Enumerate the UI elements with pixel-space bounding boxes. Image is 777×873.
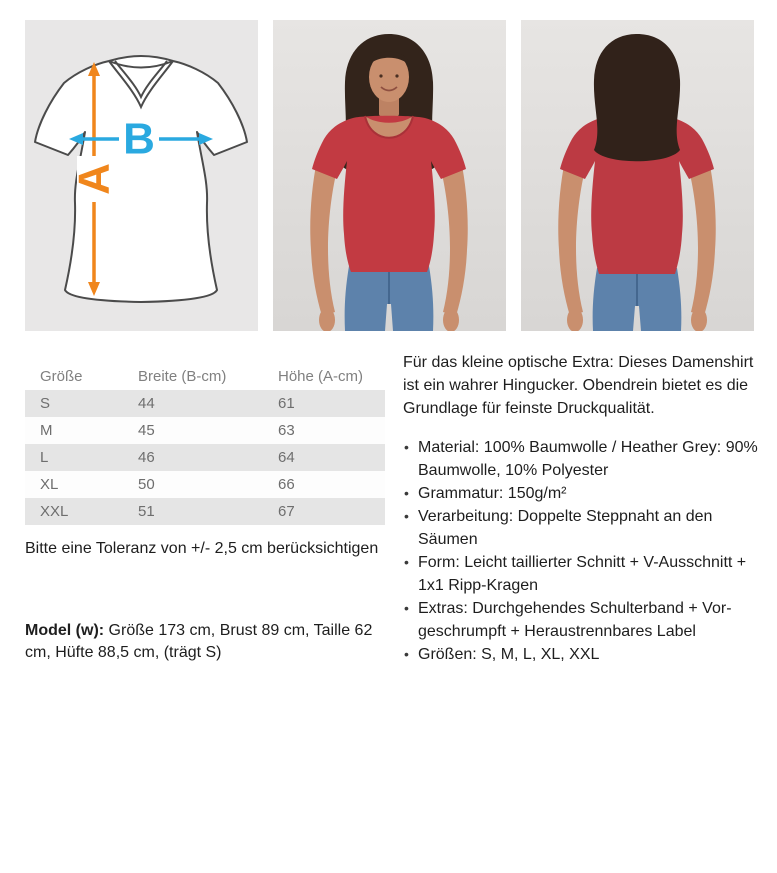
size-table-header-row: [25, 362, 385, 390]
table-row: [25, 498, 385, 525]
feature-list: [403, 436, 759, 666]
model-photo-back: [521, 20, 754, 331]
model-note-text: Größe 173 cm, Brust 89 cm, Taille 62 cm, Hüfte 88,5 cm, (trägt S): [25, 622, 373, 661]
col-header-height: Höhe (A-cm): [278, 367, 364, 385]
cell-width: 46: [138, 449, 155, 466]
cell-size: L: [40, 449, 49, 466]
product-media-row: [25, 20, 754, 331]
cell-size: M: [40, 422, 53, 439]
tshirt-measurement-diagram: [25, 20, 258, 331]
list-item-form: • Form: Leicht taillierter Schnitt + V-Ausschnitt + 1x1 Ripp-Kragen: [403, 551, 759, 597]
model-note-label: Model (w):: [25, 622, 105, 639]
list-item-verarbeitung: • Verarbeitung: Doppelte Steppnaht an den Säumen: [403, 505, 759, 551]
cell-width: 45: [138, 422, 155, 439]
description-intro: Für das kleine optische Extra: Dieses Damenshirt ist ein wahrer Hingucker. Obendrein bietet es die Grundlage für feinste Druckqualität.: [403, 354, 754, 417]
table-row: [25, 444, 385, 471]
cell-height: 61: [278, 395, 295, 412]
cell-height: 63: [278, 422, 295, 439]
size-table: [25, 362, 385, 525]
cell-size: XXL: [40, 503, 69, 520]
cell-width: 50: [138, 476, 155, 493]
cell-size: S: [40, 395, 51, 412]
size-guide: [25, 362, 385, 664]
table-row: [25, 390, 385, 417]
list-item-material: • Material: 100% Baumwolle / Heather Grey: 90% Baumwolle, 10% Polyester: [403, 436, 759, 482]
cell-width: 51: [138, 503, 155, 520]
list-item-extras: • Extras: Durchgehendes Schulterband + Vorgeschrumpft + Heraustrennbares Label: [403, 597, 759, 643]
table-row: [25, 417, 385, 444]
list-item-grammatur: • Grammatur: 150g/m²: [403, 482, 759, 505]
product-description: [403, 351, 759, 666]
model-note: [25, 620, 400, 664]
cell-height: 66: [278, 476, 295, 493]
cell-height: 64: [278, 449, 295, 466]
cell-size: XL: [40, 476, 59, 493]
cell-height: 67: [278, 503, 295, 520]
tshirt-outline: [35, 56, 247, 302]
table-row: [25, 471, 385, 498]
list-item-groessen: • Größen: S, M, L, XL, XXL: [403, 643, 759, 666]
cell-width: 44: [138, 395, 155, 412]
height-label: A: [69, 163, 119, 195]
tolerance-note: Bitte eine Toleranz von +/- 2,5 cm berücksichtigen: [25, 540, 379, 557]
model-back-illustration: [521, 20, 754, 331]
col-header-size: Größe: [40, 367, 83, 385]
width-label: B: [123, 114, 155, 164]
model-front-illustration: [273, 20, 506, 331]
size-diagram-panel: [25, 20, 258, 331]
col-header-width: Breite (B-cm): [138, 367, 227, 385]
model-photo-front: [273, 20, 506, 331]
